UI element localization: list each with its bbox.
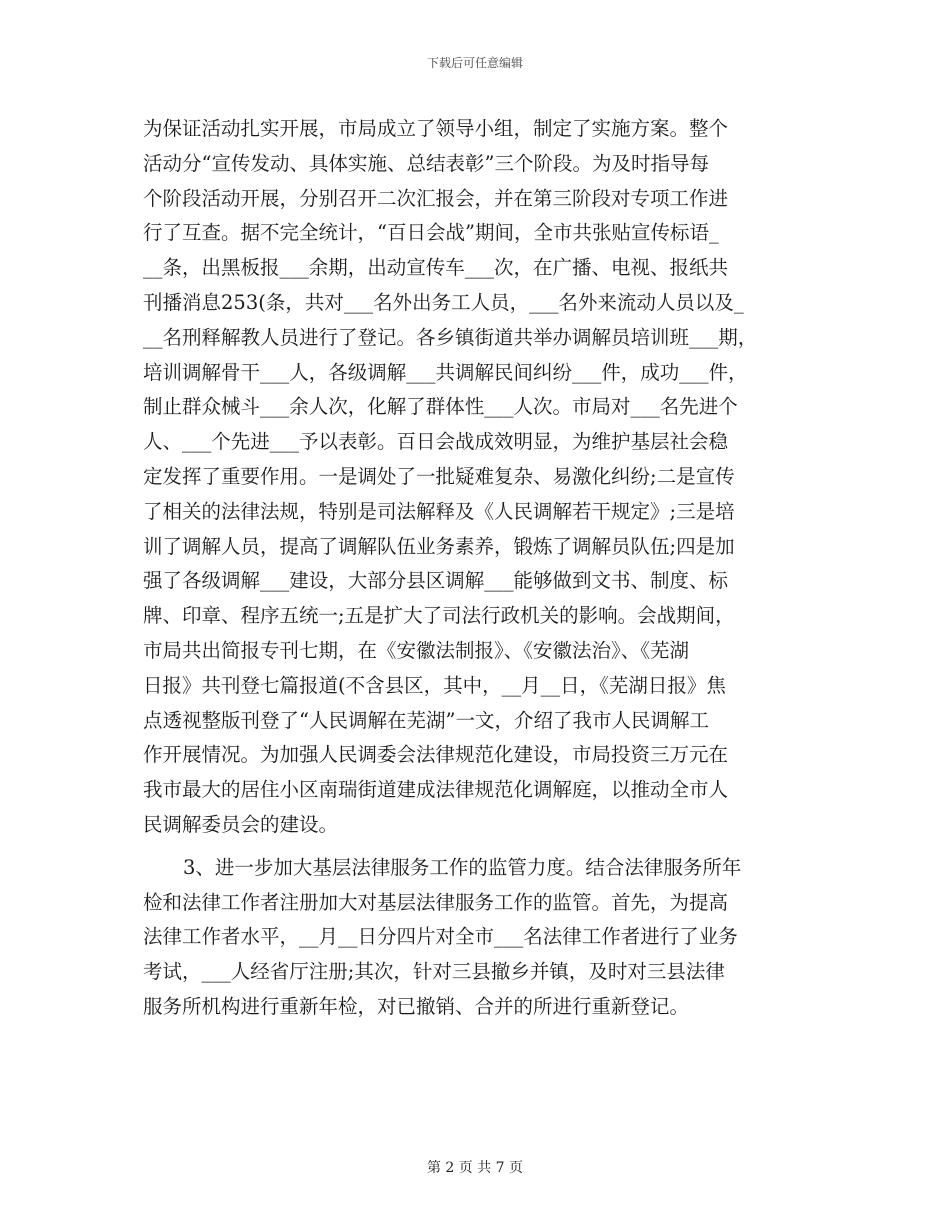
text-line: 法律工作者水平，__月__日分四片对全市___名法律工作者进行了业务 xyxy=(143,925,738,949)
text-line: 日报》共刊登七篇报道(不含县区，其中，__月__日，《芜湖日报》焦 xyxy=(143,673,726,697)
text-line: 行了互查。据不完全统计，“百日会战”期间，全市共张贴宣传标语_ xyxy=(143,221,719,245)
text-line: 制止群众械斗___余人次，化解了群体性___人次。市局对___名先进个 xyxy=(143,395,738,419)
paragraph-gap xyxy=(143,843,813,851)
text-line: __条，出黑板报___余期，出动宣传车___次，在广播、电视、报纸共 xyxy=(143,256,729,280)
text-line: 为保证活动扎实开展，市局成立了领导小组，制定了实施方案。整个 xyxy=(143,117,729,140)
page-number: 第 2 页 共 7 页 xyxy=(426,1160,524,1176)
text-line: 民调解委员会的建设。 xyxy=(143,812,339,836)
text-line: __名刑释解教人员进行了登记。各乡镇街道共举办调解员培训班___期， xyxy=(143,325,758,349)
paragraph-2 xyxy=(143,851,813,1025)
text-line: 定发挥了重要作用。一是调处了一批疑难复杂、易激化纠纷;二是宣传 xyxy=(143,464,735,488)
text-line: 人、___个先进___予以表彰。百日会战成效明显，为维护基层社会稳 xyxy=(143,430,729,454)
header-note: 下载后可任意编辑 xyxy=(426,56,523,70)
text-line: 检和法律工作者注册加大对基层法律服务工作的监管。首先，为提高 xyxy=(143,890,729,914)
text-line: 了相关的法律法规，特别是司法解释及《人民调解若干规定》;三是培 xyxy=(143,499,735,523)
text-line: 作开展情况。为加强人民调委会法律规范化建设，市局投资三万元在 xyxy=(143,743,729,767)
text-line: 强了各级调解___建设，大部分县区调解___能够做到文书、制度、标 xyxy=(143,569,729,593)
text-line: 活动分“宣传发动、具体实施、总结表彰”三个阶段。为及时指导每 xyxy=(143,151,709,175)
text-line: 3、进一步加大基层法律服务工作的监管力度。结合法律服务所年 xyxy=(183,855,742,879)
paragraph-1 xyxy=(143,112,813,843)
document-body xyxy=(143,112,813,1025)
text-line: 服务所机构进行重新年检，对已撤销、合并的所进行重新登记。 xyxy=(143,994,690,1018)
text-line: 点透视整版刊登了“人民调解在芜湖”一文，介绍了我市人民调解工 xyxy=(143,708,709,732)
text-line: 刊播消息253(条，共对___名外出务工人员，___名外来流动人员以及_ xyxy=(143,290,744,314)
text-line: 个阶段活动开展，分别召开二次汇报会，并在第三阶段对专项工作进 xyxy=(143,186,729,210)
text-line: 牌、印章、程序五统一;五是扩大了司法行政机关的影响。会战期间， xyxy=(143,604,735,628)
text-line: 市局共出简报专刊七期，在《安徽法制报》、《安徽法治》、《芜湖 xyxy=(143,638,690,662)
text-line: 培训调解骨干___人，各级调解___共调解民间纠纷___件，成功___件， xyxy=(143,360,748,384)
text-line: 训了调解人员，提高了调解队伍业务素养，锻炼了调解员队伍;四是加 xyxy=(143,534,735,558)
text-line: 我市最大的居住小区南瑞街道建成法律规范化调解庭，以推动全市人 xyxy=(143,778,729,802)
text-line: 考试，___人经省厅注册;其次，针对三县撤乡并镇，及时对三县法律 xyxy=(143,960,725,984)
